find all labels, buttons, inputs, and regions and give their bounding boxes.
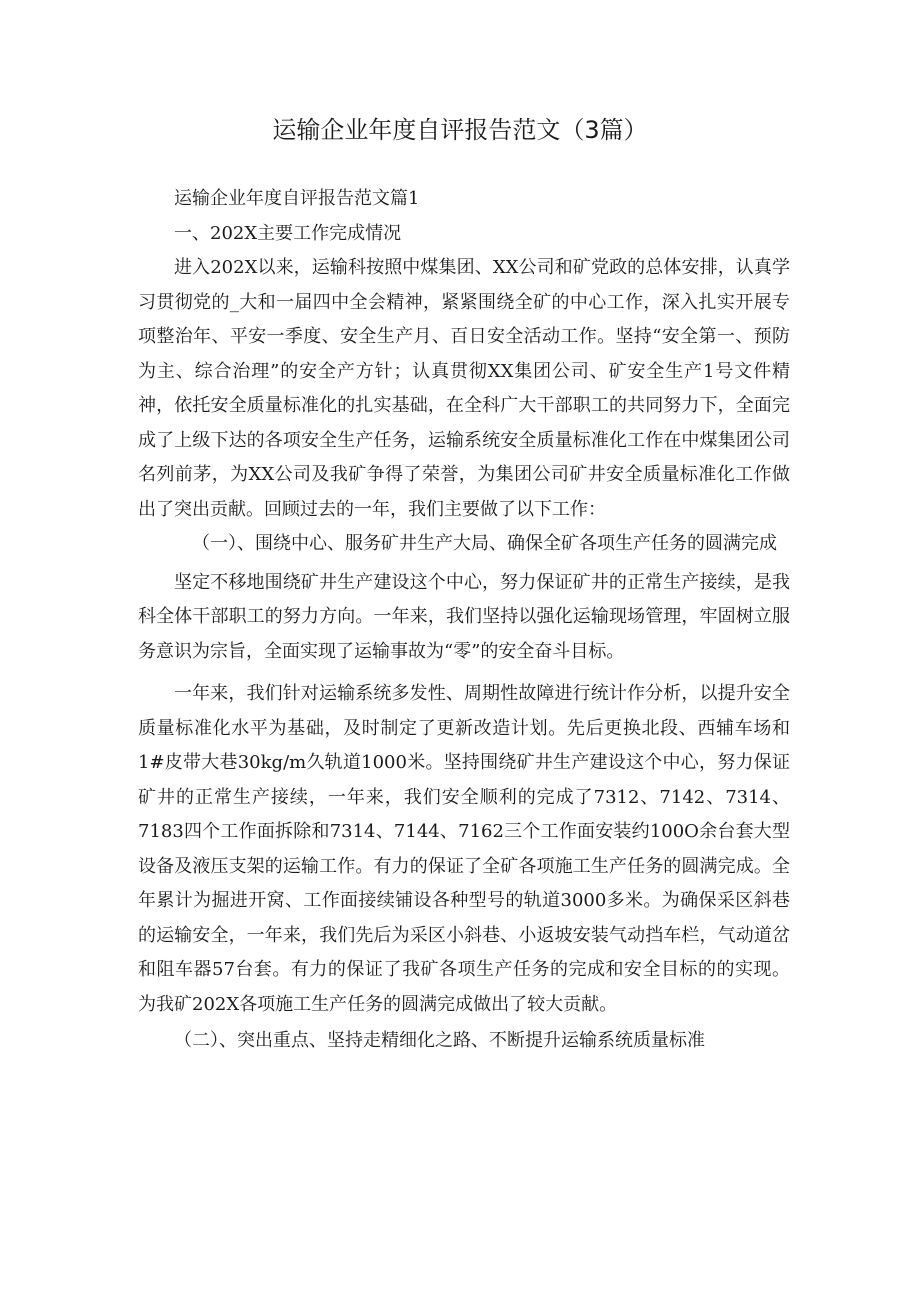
subsection-heading: （一）、围绕中心、服务矿井生产大局、确保全矿各项生产任务的圆满完成 <box>192 533 777 554</box>
document-body <box>138 182 790 1059</box>
section-heading: 一、202X主要工作完成情况 <box>174 222 402 244</box>
paragraph: 坚定不移地围绕矿井生产建设这个中心，努力保证矿井的正常生产接续，是我科全体干部职工的努力方向。一年来，我们坚持以强化运输现场管理，牢固树立服务意识为宗旨，全面实现了运输事故为“零”的安全奋斗目标。 <box>138 571 790 662</box>
paragraph: 进入202X以来，运输科按照中煤集团、XX公司和矿党政的总体安排，认真学习贯彻党的_大和一届四中全会精神，紧紧围绕全矿的中心工作，深入扎实开展专项整治年、平安一季度、安全生产月、百日安全活动工作。坚持“安全第一、预防为主、综合治理”的安全产方针；认真贯彻XX集团公司、矿安全生产1号文件精神，依托安全质量标准化的扎实基础，在全科广大干部职工的共同努力下，全面完成了上级下达的各项安全生产任务，运输系统安全质量标准化工作在中煤集团公司名列前茅，为XX公司及我矿争得了荣誉，为集团公司矿井安全质量标准化工作做出了突出贡献。回顾过去的一年，我们主要做了以下工作： <box>138 257 790 520</box>
paragraph: 一年来，我们针对运输系统多发性、周期性故障进行统计作分析，以提升安全质量标准化水平为基础，及时制定了更新改造计划。先后更换北段、西辅车场和1#皮带大巷30kg/m久轨道1000米。坚持围绕矿井生产建设这个中心，努力保证矿井的正常生产接续，一年来，我们安全顺利的完成了7312、7142、7314、7183四个工作面拆除和7314、7144、7162三个工作面安装约100O余台套大型设备及液压支架的运输工作。有力的保证了全矿各项施工生产任务的圆满完成。全年累计为掘进开窝、工作面接续铺设各种型号的轨道3000多米。为确保采区斜巷的运输安全，一年来，我们先后为采区小斜巷、小返坡安装气动挡车栏，气动道岔和阻车器57台套。有力的保证了我矿各项生产任务的完成和安全目标的的实现。为我矿202X各项施工生产任务的圆满完成做出了较大贡献。 <box>138 683 790 1015</box>
document-title: 运输企业年度自评报告范文（3篇） <box>272 116 648 144</box>
article-heading: 运输企业年度自评报告范文篇1 <box>174 188 420 209</box>
subsection-heading: （二）、突出重点、坚持走精细化之路、不断提升运输系统质量标准 <box>174 1030 705 1051</box>
